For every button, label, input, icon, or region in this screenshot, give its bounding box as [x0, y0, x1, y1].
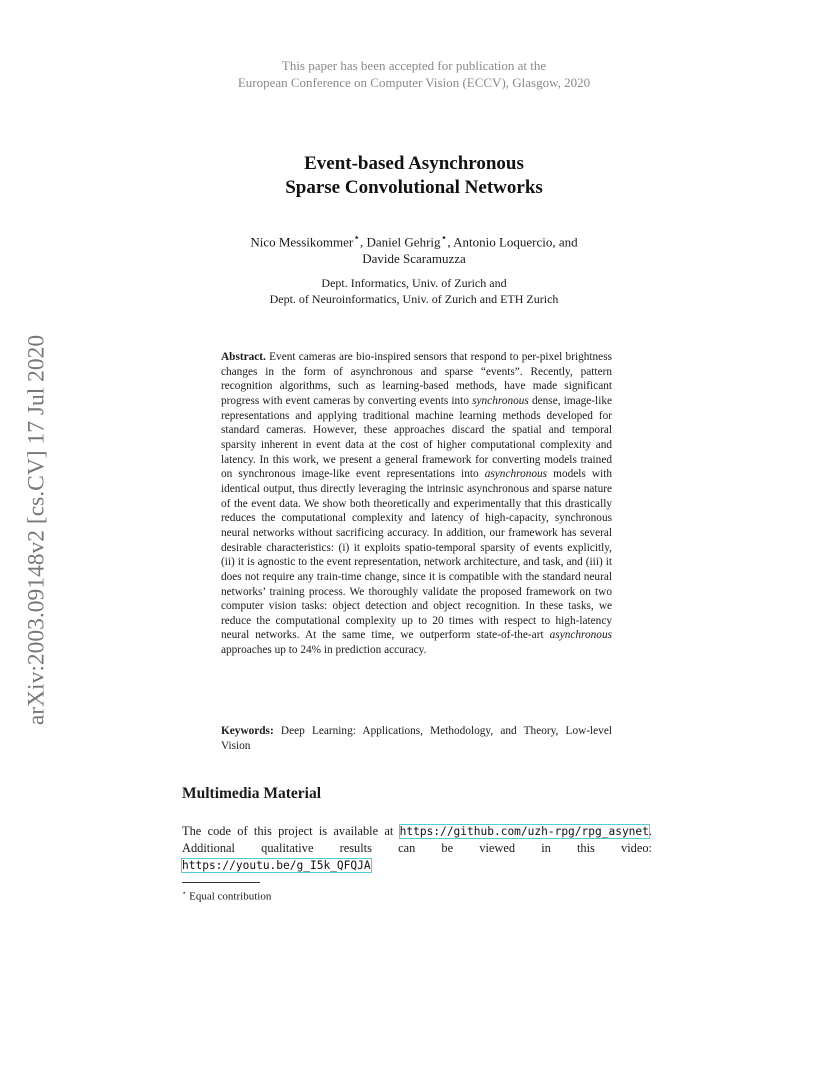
footnote-text: Equal contribution — [186, 890, 272, 903]
multimedia-paragraph — [182, 823, 652, 874]
keywords — [221, 724, 612, 753]
title-line-2: Sparse Convolutional Networks — [285, 177, 543, 198]
authors-line-2: Davide Scaramuzza — [362, 251, 466, 267]
body-text: . Additional qualitative results can be viewed in this video: — [182, 824, 652, 855]
equal-contribution-mark: ⋆ — [353, 232, 361, 244]
abstract-text: Event cameras are bio-inspired sensors that respond to per-pixel brightness changes in the form of asynchronous and sparse “events”. Recently, pattern recognition algorithms, such as learning-based methods, have made significant progress with event cameras by converting events into — [221, 351, 612, 407]
author-name: , Daniel Gehrig — [360, 234, 441, 250]
footnote-rule — [182, 882, 260, 883]
notice-line-1: This paper has been accepted for publication at the — [281, 58, 547, 73]
abstract-emphasis: synchronous — [472, 394, 529, 407]
video-link[interactable]: https://youtu.be/g_I5k_QFQJA — [182, 859, 371, 872]
author-name: , Antonio Loquercio, and — [447, 234, 578, 250]
footnote — [182, 886, 271, 904]
arxiv-identifier[interactable]: arXiv:2003.09148v2 [cs.CV] 17 Jul 2020 — [23, 334, 50, 726]
section-heading: Multimedia Material — [182, 785, 322, 802]
affiliation-line-2: Dept. of Neuroinformatics, Univ. of Zurich and ETH Zurich — [269, 291, 559, 306]
notice-line-2: European Conference on Computer Vision (ECCV), Glasgow, 2020 — [237, 75, 591, 90]
keywords-text: Deep Learning: Applications, Methodology, and Theory, Low-level Vision — [221, 725, 612, 752]
publication-notice — [182, 57, 646, 91]
authors-line-1 — [182, 230, 646, 250]
abstract-text: dense, image-like representations and applying traditional machine learning methods developed for standard cameras. However, these approaches discard the spatial and temporal sparsity inherent in event data at the cost of higher computational complexity and latency. In this work, we present a general framework for converting models trained on synchronous image-like event representations into — [221, 394, 612, 481]
affiliation-line-1: Dept. Informatics, Univ. of Zurich and — [321, 276, 507, 290]
author-list — [182, 230, 646, 267]
abstract-text: approaches up to 24% in prediction accuracy. — [221, 644, 427, 657]
body-text: The code of this project is available at — [182, 824, 400, 838]
abstract-label: Abstract. — [221, 351, 266, 363]
abstract — [221, 350, 612, 658]
equal-contribution-mark: ⋆ — [440, 232, 448, 244]
github-link[interactable]: https://github.com/uzh-rpg/rpg_asynet — [399, 825, 649, 838]
footnote-mark: ⋆ — [182, 889, 187, 897]
paper-title — [182, 152, 646, 200]
affiliations — [182, 276, 646, 307]
abstract-emphasis: asynchronous — [549, 629, 612, 642]
title-line-1: Event-based Asynchronous — [304, 153, 524, 174]
abstract-emphasis: asynchronous — [484, 468, 548, 481]
keywords-label: Keywords: — [221, 725, 274, 737]
author-name: Nico Messikommer — [250, 234, 354, 250]
abstract-text: models with identical output, thus directly leveraging the intrinsic asynchronous and sparse nature of the event data. We show both theoretically and experimentally that this drastically reduces the computational complexity and latency of high-capacity, synchronous neural networks without sacrificing accuracy. In addition, our framework has several desirable characteristics: (i) it exploits spatio-temporal sparsity of events explicitly, (ii) it is agnostic to the event representation, network architecture, and task, and (iii) it does not require any train-time change, since it is compatible with the standard neural networks’ training process. We thoroughly validate the proposed framework on two computer vision tasks: object detection and object recognition. In these tasks, we reduce the computational complexity up to 20 times with respect to high-latency neural networks. At the same time, we outperform state-of-the-art — [221, 468, 612, 642]
